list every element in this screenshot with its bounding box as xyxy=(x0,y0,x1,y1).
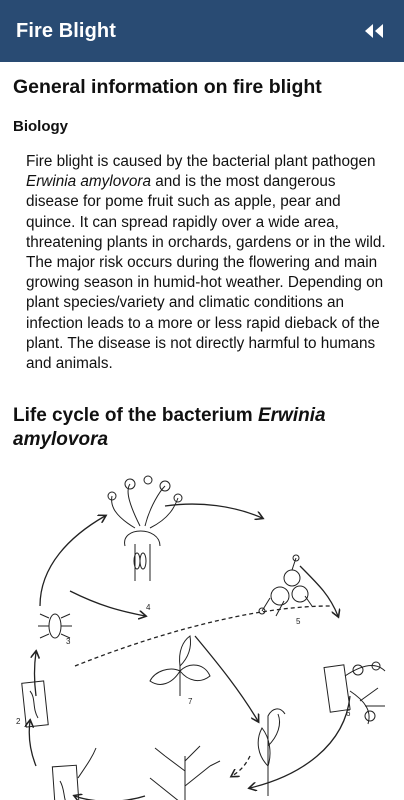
wilted-shoot-drawing xyxy=(258,709,285,796)
insect-drawing xyxy=(38,614,72,638)
paragraph-text-1: Fire blight is caused by the bacterial plant pathogen xyxy=(26,153,376,170)
biology-paragraph xyxy=(26,152,392,374)
leaf-shoot-drawing xyxy=(150,636,210,696)
paragraph-species-name: Erwinia amylovora xyxy=(26,173,151,191)
diagram-label: 6 xyxy=(346,709,351,718)
diagram-label: 5 xyxy=(296,617,301,626)
diagram-label: 7 xyxy=(188,697,193,706)
lifecycle-heading xyxy=(13,404,393,452)
diagram-label: 4 xyxy=(146,603,151,612)
content-scroll[interactable] xyxy=(0,62,404,800)
branch-canker-drawing xyxy=(324,662,385,724)
lifecycle-diagram xyxy=(0,466,404,800)
app-bar xyxy=(0,0,404,62)
flower-cluster-drawing xyxy=(108,476,182,581)
section-heading: General information on fire blight xyxy=(13,76,322,98)
diagram-label: 3 xyxy=(66,637,71,646)
double-chevron-left-icon[interactable] xyxy=(362,19,386,43)
lifecycle-heading-text: Life cycle of the bacterium xyxy=(13,405,258,426)
app-title: Fire Blight xyxy=(16,19,116,42)
blossom-drawing xyxy=(259,555,312,616)
branched-plant-drawing xyxy=(150,746,220,800)
stem-shoot-drawing xyxy=(52,748,96,800)
diagram-label: 2 xyxy=(16,717,21,726)
lifecycle-heading-species: Erwinia amylovora xyxy=(13,405,326,450)
subheading-biology: Biology xyxy=(13,118,68,135)
paragraph-text-2: and is the most dangerous disease for pome fruit such as apple, pear and quince. It can spread rapidly over a wide area, threatening plants in orchards, gardens or in the wild. The major risk occurs during the flowering and main growing season in humid-hot weather. Depending on plant species/variety and climatic conditions an infection leads to a more or less rapid dieback of the plant. The disease is not directly harmful to humans and animals. xyxy=(26,173,386,373)
